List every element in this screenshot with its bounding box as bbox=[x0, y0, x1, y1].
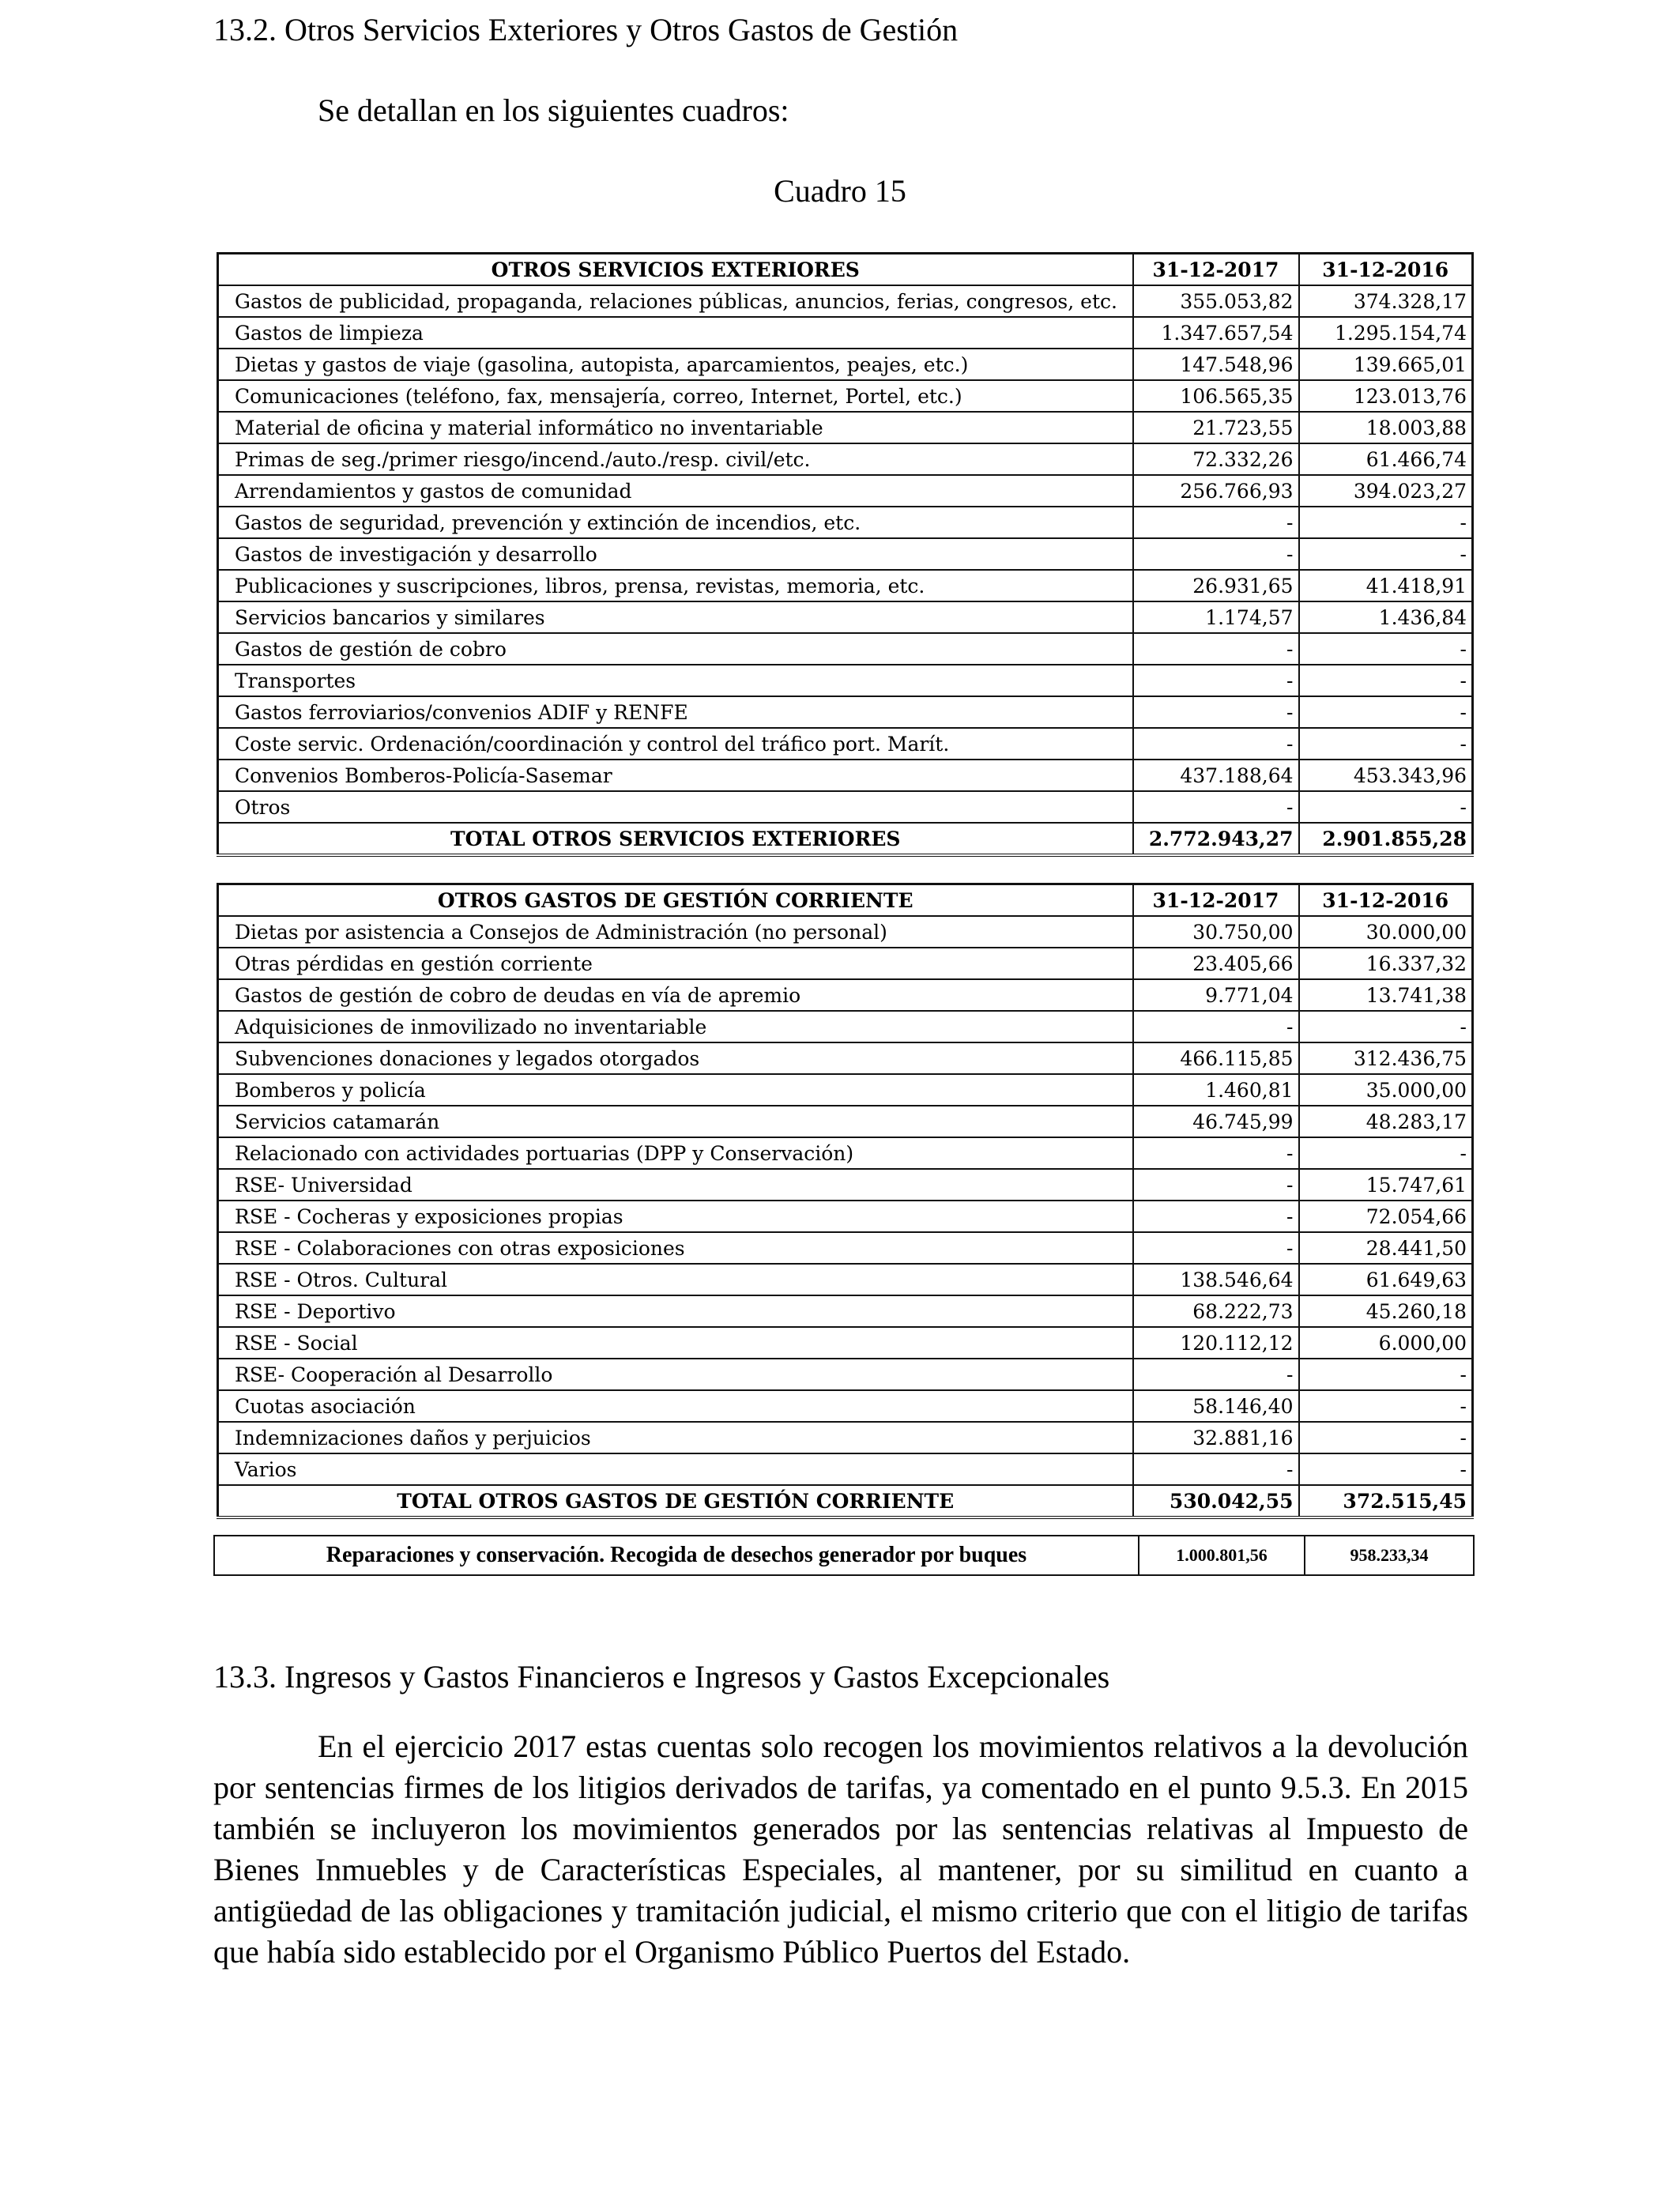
row-label: Publicaciones y suscripciones, libros, prensa, revistas, memoria, etc. bbox=[218, 570, 1133, 601]
row-label: RSE - Cocheras y exposiciones propias bbox=[218, 1201, 1133, 1232]
value-2017: - bbox=[1133, 1232, 1299, 1264]
row-label: Transportes bbox=[218, 665, 1133, 696]
row-label: Dietas y gastos de viaje (gasolina, autopista, aparcamientos, peajes, etc.) bbox=[218, 349, 1133, 380]
value-2016: - bbox=[1299, 1390, 1473, 1422]
row-label: Material de oficina y material informático no inventariable bbox=[218, 412, 1133, 443]
value-2016: - bbox=[1299, 696, 1473, 728]
intro-text: Se detallan en los siguientes cuadros: bbox=[318, 92, 789, 128]
row-label: Comunicaciones (teléfono, fax, mensajería, correo, Internet, Portel, etc.) bbox=[218, 380, 1133, 412]
total-label: TOTAL OTROS SERVICIOS EXTERIORES bbox=[218, 823, 1133, 855]
value-2016: - bbox=[1299, 1422, 1473, 1453]
value-2016: - bbox=[1299, 1011, 1473, 1042]
table-row bbox=[218, 696, 1473, 728]
row-label: Servicios catamarán bbox=[218, 1106, 1133, 1137]
value-2016: 1.295.154,74 bbox=[1299, 317, 1473, 349]
table-row bbox=[218, 1359, 1473, 1390]
table-row bbox=[218, 412, 1473, 443]
value-2016: - bbox=[1299, 728, 1473, 760]
value-2016: 72.054,66 bbox=[1299, 1201, 1473, 1232]
value-2017: 1.460,81 bbox=[1133, 1074, 1299, 1106]
value-2016: 45.260,18 bbox=[1299, 1295, 1473, 1327]
row-label: Cuotas asociación bbox=[218, 1390, 1133, 1422]
table-row bbox=[218, 1390, 1473, 1422]
row-label: Gastos de limpieza bbox=[218, 317, 1133, 349]
value-2017: 106.565,35 bbox=[1133, 380, 1299, 412]
table-row bbox=[218, 570, 1473, 601]
value-2016: 61.649,63 bbox=[1299, 1264, 1473, 1295]
row-label: Otras pérdidas en gestión corriente bbox=[218, 948, 1133, 979]
table-row bbox=[218, 916, 1473, 948]
reparaciones-conservacion-table bbox=[213, 1535, 1475, 1576]
row-label: Coste servic. Ordenación/coordinación y control del tráfico port. Marít. bbox=[218, 728, 1133, 760]
value-2016: 16.337,32 bbox=[1299, 948, 1473, 979]
value-2016: 61.466,74 bbox=[1299, 443, 1473, 475]
table-row bbox=[218, 507, 1473, 538]
row-label: RSE - Otros. Cultural bbox=[218, 1264, 1133, 1295]
value-2016: - bbox=[1299, 538, 1473, 570]
value-2016: 139.665,01 bbox=[1299, 349, 1473, 380]
value-2016: 453.343,96 bbox=[1299, 760, 1473, 791]
value-2016: 312.436,75 bbox=[1299, 1042, 1473, 1074]
row-label: RSE - Colaboraciones con otras exposiciones bbox=[218, 1232, 1133, 1264]
row-label: Relacionado con actividades portuarias (DPP y Conservación) bbox=[218, 1137, 1133, 1169]
value-2017: - bbox=[1133, 696, 1299, 728]
table-row bbox=[218, 285, 1473, 317]
value-2017: 46.745,99 bbox=[1133, 1106, 1299, 1137]
total-2017: 530.042,55 bbox=[1133, 1485, 1299, 1517]
value-2017: 72.332,26 bbox=[1133, 443, 1299, 475]
value-2016: 394.023,27 bbox=[1299, 475, 1473, 507]
row-label: RSE- Universidad bbox=[218, 1169, 1133, 1201]
table-header-row bbox=[218, 884, 1473, 917]
table-row bbox=[218, 1453, 1473, 1485]
value-2017: - bbox=[1133, 1137, 1299, 1169]
table-row bbox=[218, 633, 1473, 665]
row-label: RSE - Deportivo bbox=[218, 1295, 1133, 1327]
row-label: Arrendamientos y gastos de comunidad bbox=[218, 475, 1133, 507]
section-13-2-heading: 13.2. Otros Servicios Exteriores y Otros Gastos de Gestión bbox=[213, 12, 959, 47]
column-header-concept: OTROS GASTOS DE GESTIÓN CORRIENTE bbox=[218, 884, 1133, 917]
row-label: RSE - Social bbox=[218, 1327, 1133, 1359]
row-label: Gastos de investigación y desarrollo bbox=[218, 538, 1133, 570]
section-13-3-heading: 13.3. Ingresos y Gastos Financieros e Ingresos y Gastos Excepcionales bbox=[213, 1659, 1110, 1695]
row-label: Bomberos y policía bbox=[218, 1074, 1133, 1106]
value-2017: - bbox=[1133, 1453, 1299, 1485]
value-2017: - bbox=[1133, 1201, 1299, 1232]
value-2016: 35.000,00 bbox=[1299, 1074, 1473, 1106]
otros-servicios-exteriores-table bbox=[217, 252, 1474, 857]
value-2017: - bbox=[1133, 1169, 1299, 1201]
row-label: Subvenciones donaciones y legados otorgados bbox=[218, 1042, 1133, 1074]
value-2016: - bbox=[1299, 665, 1473, 696]
total-label: TOTAL OTROS GASTOS DE GESTIÓN CORRIENTE bbox=[218, 1485, 1133, 1517]
value-2017: 355.053,82 bbox=[1133, 285, 1299, 317]
table-row bbox=[218, 349, 1473, 380]
value-2017: 26.931,65 bbox=[1133, 570, 1299, 601]
row-label: Indemnizaciones daños y perjuicios bbox=[218, 1422, 1133, 1453]
row-label: Gastos de publicidad, propaganda, relaciones públicas, anuncios, ferias, congresos, etc. bbox=[218, 285, 1133, 317]
table-row bbox=[218, 760, 1473, 791]
value-2016: - bbox=[1299, 1359, 1473, 1390]
table-row bbox=[218, 979, 1473, 1011]
table-row bbox=[218, 1295, 1473, 1327]
table-row bbox=[218, 1327, 1473, 1359]
table-row bbox=[218, 791, 1473, 823]
table-row bbox=[218, 1042, 1473, 1074]
table-row bbox=[218, 1201, 1473, 1232]
row-label: RSE- Cooperación al Desarrollo bbox=[218, 1359, 1133, 1390]
row-label: Gastos de gestión de cobro bbox=[218, 633, 1133, 665]
value-2017: 147.548,96 bbox=[1133, 349, 1299, 380]
value-2016: 374.328,17 bbox=[1299, 285, 1473, 317]
value-2016: - bbox=[1299, 633, 1473, 665]
value-2016: 958.233,34 bbox=[1305, 1536, 1474, 1575]
section-13-3-paragraph: En el ejercicio 2017 estas cuentas solo recogen los movimientos relativos a la devolución por sentencias firmes de los litigios derivados de tarifas, ya comentado en el punto 9.5.3. En 2015 también se incluyeron los movimientos generados por las sentencias relativas al Impuesto de Bienes Inmuebles y de Características Especiales, al mantener, por su similitud en cuanto a antigüedad de las obligaciones y tramitación judicial, el mismo criterio que con el litigio de tarifas que había sido establecido por el Organismo Público Puertos del Estado. bbox=[213, 1728, 1468, 1970]
total-2016: 2.901.855,28 bbox=[1299, 823, 1473, 855]
value-2017: 21.723,55 bbox=[1133, 412, 1299, 443]
row-label: Otros bbox=[218, 791, 1133, 823]
value-2016: 41.418,91 bbox=[1299, 570, 1473, 601]
column-header-2016: 31-12-2016 bbox=[1299, 254, 1473, 286]
table-row bbox=[218, 601, 1473, 633]
row-label: Servicios bancarios y similares bbox=[218, 601, 1133, 633]
value-2017: 30.750,00 bbox=[1133, 916, 1299, 948]
total-2016: 372.515,45 bbox=[1299, 1485, 1473, 1517]
table-row bbox=[218, 1169, 1473, 1201]
total-row bbox=[218, 823, 1473, 855]
value-2017: 58.146,40 bbox=[1133, 1390, 1299, 1422]
value-2016: 6.000,00 bbox=[1299, 1327, 1473, 1359]
value-2016: - bbox=[1299, 1453, 1473, 1485]
value-2017: - bbox=[1133, 507, 1299, 538]
row-label: Gastos ferroviarios/convenios ADIF y RENFE bbox=[218, 696, 1133, 728]
value-2017: 68.222,73 bbox=[1133, 1295, 1299, 1327]
table-row bbox=[218, 317, 1473, 349]
value-2017: 32.881,16 bbox=[1133, 1422, 1299, 1453]
value-2017: 437.188,64 bbox=[1133, 760, 1299, 791]
value-2016: 13.741,38 bbox=[1299, 979, 1473, 1011]
column-header-2017: 31-12-2017 bbox=[1133, 254, 1299, 286]
row-label: Dietas por asistencia a Consejos de Administración (no personal) bbox=[218, 916, 1133, 948]
table-row bbox=[218, 1232, 1473, 1264]
row-label: Gastos de seguridad, prevención y extinción de incendios, etc. bbox=[218, 507, 1133, 538]
value-2016: - bbox=[1299, 507, 1473, 538]
value-2016: - bbox=[1299, 1137, 1473, 1169]
row-label: Adquisiciones de inmovilizado no inventariable bbox=[218, 1011, 1133, 1042]
table-caption: Cuadro 15 bbox=[774, 173, 906, 209]
row-label: Gastos de gestión de cobro de deudas en vía de apremio bbox=[218, 979, 1133, 1011]
value-2016: 30.000,00 bbox=[1299, 916, 1473, 948]
otros-gastos-gestion-corriente-table bbox=[217, 883, 1474, 1519]
column-header-concept: OTROS SERVICIOS EXTERIORES bbox=[218, 254, 1133, 286]
value-2017: 1.000.801,56 bbox=[1139, 1536, 1305, 1575]
value-2017: - bbox=[1133, 538, 1299, 570]
value-2017: 1.174,57 bbox=[1133, 601, 1299, 633]
table-row bbox=[218, 728, 1473, 760]
table-row bbox=[218, 443, 1473, 475]
value-2017: 138.546,64 bbox=[1133, 1264, 1299, 1295]
value-2017: 23.405,66 bbox=[1133, 948, 1299, 979]
value-2017: - bbox=[1133, 1359, 1299, 1390]
table-row bbox=[218, 948, 1473, 979]
row-label: Varios bbox=[218, 1453, 1133, 1485]
value-2017: - bbox=[1133, 728, 1299, 760]
row-label: Convenios Bomberos-Policía-Sasemar bbox=[218, 760, 1133, 791]
total-2017: 2.772.943,27 bbox=[1133, 823, 1299, 855]
value-2017: 120.112,12 bbox=[1133, 1327, 1299, 1359]
value-2016: 1.436,84 bbox=[1299, 601, 1473, 633]
column-header-2016: 31-12-2016 bbox=[1299, 884, 1473, 917]
table-header-row bbox=[218, 254, 1473, 286]
table-row bbox=[218, 665, 1473, 696]
value-2016: 15.747,61 bbox=[1299, 1169, 1473, 1201]
value-2017: - bbox=[1133, 665, 1299, 696]
value-2017: - bbox=[1133, 791, 1299, 823]
table-row bbox=[218, 380, 1473, 412]
value-2016: 123.013,76 bbox=[1299, 380, 1473, 412]
value-2017: 466.115,85 bbox=[1133, 1042, 1299, 1074]
value-2017: 9.771,04 bbox=[1133, 979, 1299, 1011]
table-row bbox=[218, 1074, 1473, 1106]
total-row bbox=[218, 1485, 1473, 1517]
table-row bbox=[218, 1422, 1473, 1453]
table-row bbox=[218, 1011, 1473, 1042]
row-label: Primas de seg./primer riesgo/incend./auto./resp. civil/etc. bbox=[218, 443, 1133, 475]
value-2016: 28.441,50 bbox=[1299, 1232, 1473, 1264]
table-row bbox=[218, 1264, 1473, 1295]
column-header-2017: 31-12-2017 bbox=[1133, 884, 1299, 917]
value-2016: - bbox=[1299, 791, 1473, 823]
table-row bbox=[218, 1106, 1473, 1137]
value-2016: 18.003,88 bbox=[1299, 412, 1473, 443]
value-2017: 256.766,93 bbox=[1133, 475, 1299, 507]
value-2016: 48.283,17 bbox=[1299, 1106, 1473, 1137]
value-2017: 1.347.657,54 bbox=[1133, 317, 1299, 349]
table-row bbox=[218, 1137, 1473, 1169]
value-2017: - bbox=[1133, 1011, 1299, 1042]
table-row bbox=[218, 475, 1473, 507]
table-row bbox=[218, 538, 1473, 570]
value-2017: - bbox=[1133, 633, 1299, 665]
table-row bbox=[214, 1536, 1474, 1575]
row-label: Reparaciones y conservación. Recogida de desechos generador por buques bbox=[214, 1536, 1139, 1575]
